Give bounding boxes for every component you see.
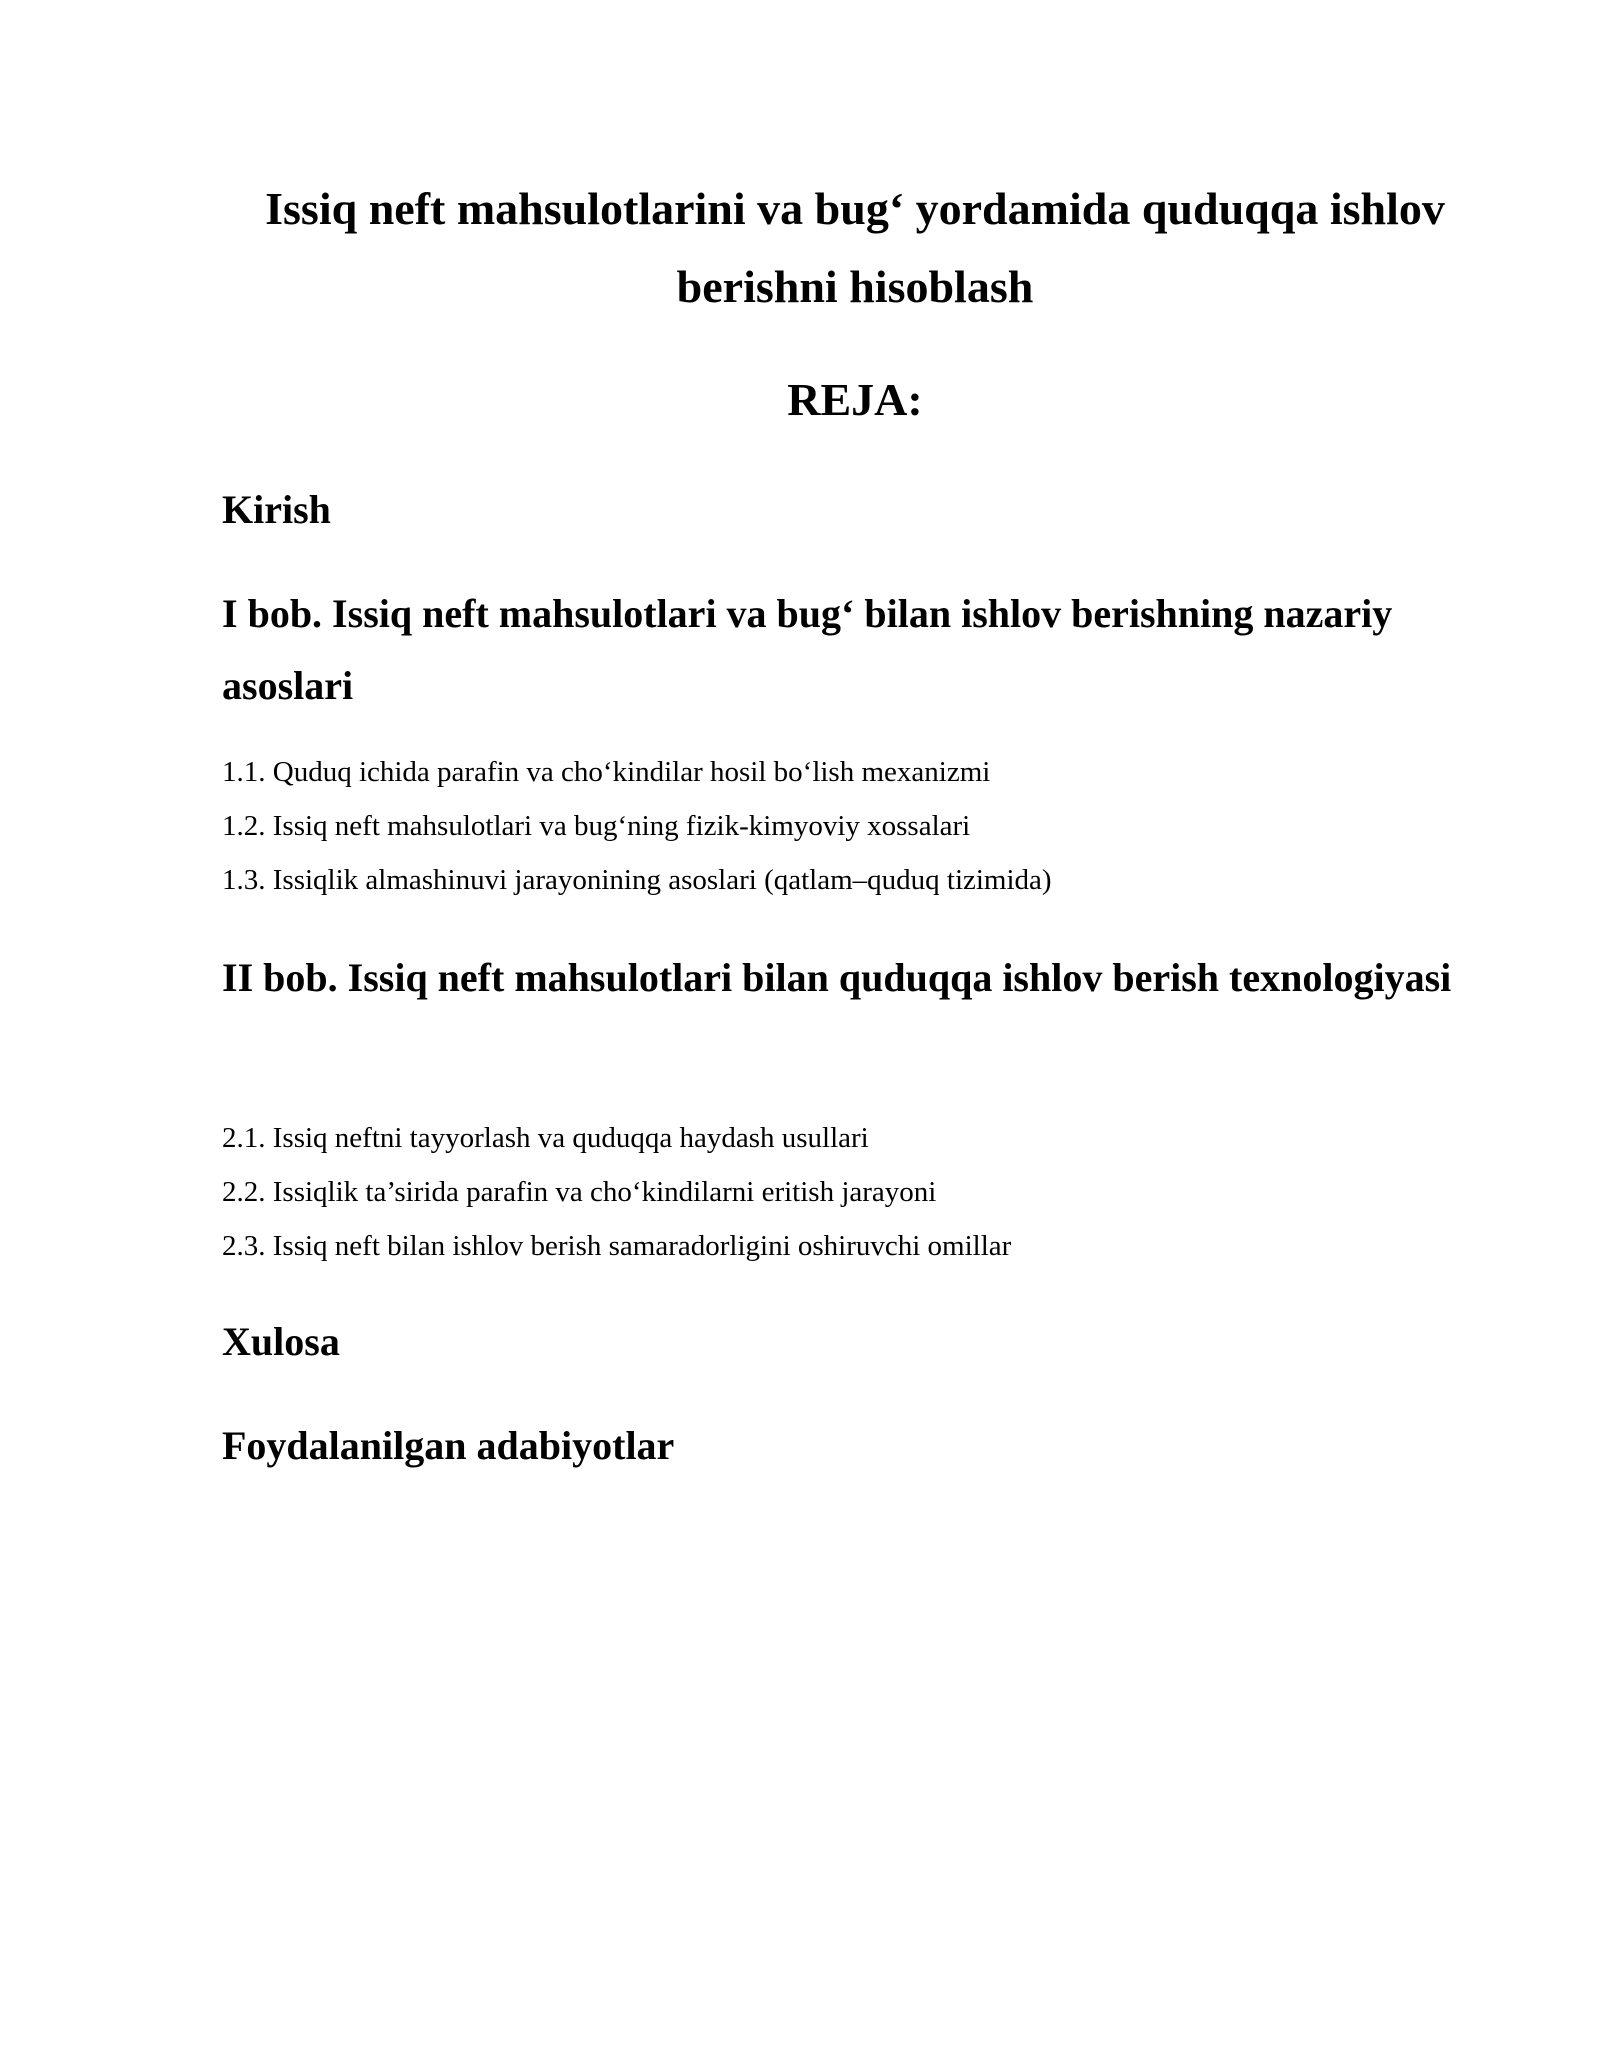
chapter1-item: 1.1. Quduq ichida parafin va cho‘kindilar hosil bo‘lish mexanizmi: [222, 756, 991, 788]
chapter1-item: 1.3. Issiqlik almashinuvi jarayonining asoslari (qatlam–quduq tizimida): [222, 864, 1052, 896]
intro-heading: Kirish: [222, 487, 331, 532]
chapter2-item: 2.3. Issiq neft bilan ishlov berish samaradorligini oshiruvchi omillar: [222, 1230, 1012, 1262]
chapter2-item: 2.1. Issiq neftni tayyorlash va quduqqa haydash usullari: [222, 1122, 869, 1154]
chapter1-heading: I bob. Issiq neft mahsulotlari va bug‘ bilan ishlov berishning nazariy asoslari: [222, 591, 1393, 708]
chapter2-heading: II bob. Issiq neft mahsulotlari bilan quduqqa ishlov berish texnologiyasi: [222, 955, 1452, 1000]
references-heading: Foydalanilgan adabiyotlar: [222, 1423, 675, 1468]
chapter2-item: 2.2. Issiqlik ta’sirida parafin va cho‘kindilarni eritish jarayoni: [222, 1176, 937, 1208]
conclusion-heading: Xulosa: [222, 1319, 340, 1364]
chapter1-item: 1.2. Issiq neft mahsulotlari va bug‘ning fizik-kimyoviy xossalari: [222, 810, 971, 842]
document-title: Issiq neft mahsulotlarini va bug‘ yordamida quduqqa ishlov berishni hisoblash: [265, 183, 1445, 312]
plan-heading: REJA:: [787, 374, 923, 425]
